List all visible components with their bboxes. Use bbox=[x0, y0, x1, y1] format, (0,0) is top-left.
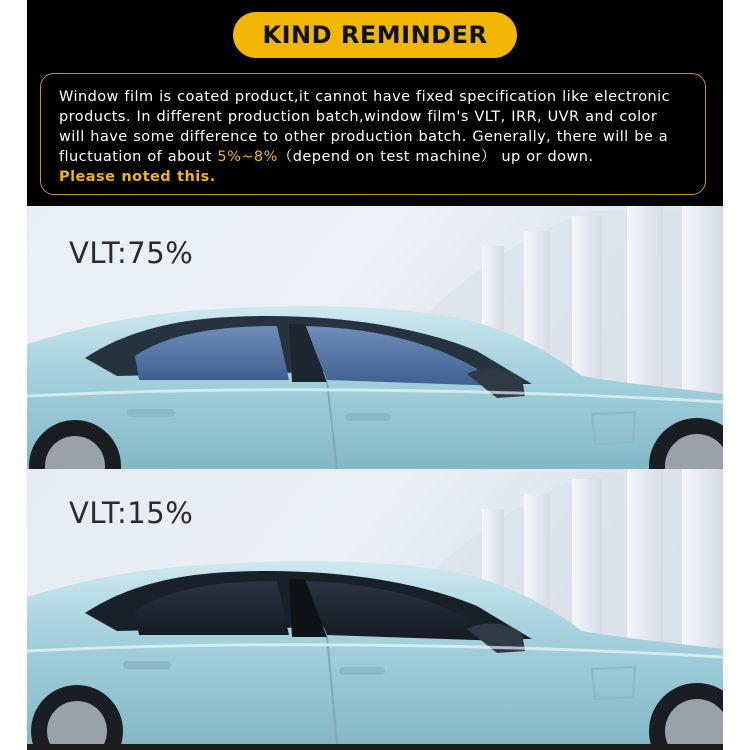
vlt-75-label: VLT:75% bbox=[69, 236, 194, 270]
reminder-notice-box bbox=[40, 73, 706, 195]
rear-door-handle bbox=[123, 661, 171, 669]
notice-line-4-prefix: fluctuation of about bbox=[59, 149, 218, 165]
front-door-handle bbox=[345, 413, 391, 421]
notice-line-4-suffix: （depend on test machine） up or down. bbox=[277, 149, 594, 165]
kind-reminder-section bbox=[27, 0, 723, 206]
bottom-divider bbox=[27, 744, 723, 750]
vlt-15-panel bbox=[27, 469, 723, 744]
fluctuation-range: 5%~8% bbox=[217, 149, 278, 165]
notice-line-3: will have some difference to other production batch. Generally, there will be a bbox=[59, 129, 669, 145]
product-infographic bbox=[27, 0, 723, 750]
right-margin bbox=[723, 0, 750, 750]
notice-line-2: products. In different production batch,window film's VLT, IRR, UVR and color bbox=[59, 109, 658, 125]
closing-note: Please noted this. bbox=[59, 169, 216, 185]
reminder-title: KIND REMINDER bbox=[262, 21, 488, 49]
rear-door-handle bbox=[127, 409, 175, 417]
vlt-75-panel bbox=[27, 206, 723, 469]
notice-line-4 bbox=[59, 147, 697, 167]
notice-line-1: Window film is coated product,it cannot have fixed specification like electronic bbox=[59, 89, 671, 105]
front-door-handle bbox=[339, 667, 385, 675]
reminder-title-badge bbox=[233, 12, 517, 58]
vlt-15-label: VLT:15% bbox=[69, 496, 194, 530]
